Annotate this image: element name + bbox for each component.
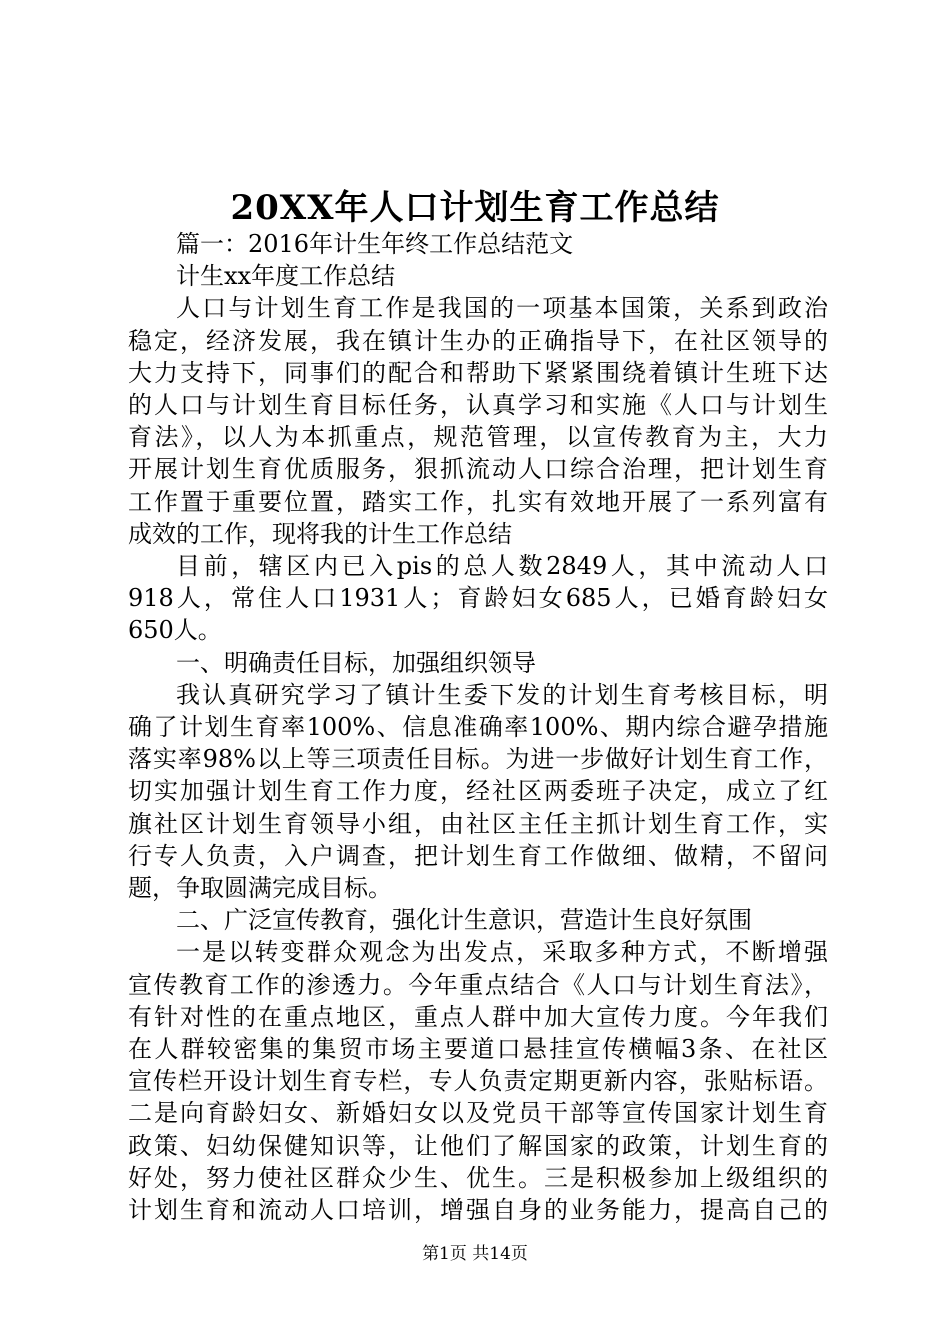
text-line: 918人，常住人口1931人；育龄妇女685人，已婚育龄妇女 bbox=[128, 584, 828, 613]
text-line: 有针对性的在重点地区，重点人群中加大宣传力度。今年我们 bbox=[128, 1002, 828, 1031]
text-line: 大力支持下，同事们的配合和帮助下紧紧围绕着镇计生班下达 bbox=[128, 358, 828, 387]
text-line: 政策、妇幼保健知识等，让他们了解国家的政策，计划生育的 bbox=[128, 1131, 828, 1160]
document-body bbox=[128, 228, 828, 1226]
text-line: 计划生育和流动人口培训，增强自身的业务能力，提高自己的 bbox=[128, 1196, 828, 1225]
page-footer: 第1页 共14页 bbox=[422, 1244, 528, 1264]
document-title: 20XX年人口计划生育工作总结 bbox=[230, 188, 720, 228]
text-line: 旗社区计划生育领导小组，由社区主任主抓计划生育工作，实 bbox=[128, 809, 828, 838]
text-line: 确了计划生育率100%、信息准确率100%、期内综合避孕措施 bbox=[128, 713, 828, 742]
text-line: 稳定，经济发展，我在镇计生办的正确指导下，在社区领导的 bbox=[128, 326, 828, 355]
text-line: 一、明确责任目标，加强组织领导 bbox=[176, 648, 536, 677]
text-line: 育法》，以人为本抓重点，规范管理，以宣传教育为主，大力 bbox=[128, 423, 828, 452]
text-line: 宣传教育工作的渗透力。今年重点结合《人口与计划生育法》， bbox=[128, 970, 828, 999]
text-line: 工作置于重要位置，踏实工作，扎实有效地开展了一系列富有 bbox=[128, 487, 828, 516]
text-line: 题，争取圆满完成目标。 bbox=[128, 874, 392, 903]
text-line: 切实加强计划生育工作力度，经社区两委班子决定，成立了红 bbox=[128, 777, 828, 806]
text-line: 行专人负责，入户调查，把计划生育工作做细、做精，不留问 bbox=[128, 841, 828, 870]
text-line: 目前，辖区内已入pis的总人数2849人，其中流动人口 bbox=[176, 552, 828, 581]
text-line: 650人。 bbox=[128, 616, 222, 645]
text-line: 宣传栏开设计划生育专栏，专人负责定期更新内容，张贴标语。 bbox=[128, 1067, 828, 1096]
text-line: 好处，努力使社区群众少生、优生。三是积极参加上级组织的 bbox=[128, 1163, 828, 1192]
text-line: 二、广泛宣传教育，强化计生意识，营造计生良好氛围 bbox=[176, 906, 752, 935]
text-line: 我认真研究学习了镇计生委下发的计划生育考核目标，明 bbox=[176, 680, 828, 709]
text-line: 落实率98%以上等三项责任目标。为进一步做好计划生育工作， bbox=[128, 745, 828, 774]
text-line: 成效的工作，现将我的计生工作总结 bbox=[128, 519, 512, 548]
text-line: 篇一：2016年计生年终工作总结范文 bbox=[176, 230, 574, 258]
text-line: 开展计划生育优质服务，狠抓流动人口综合治理，把计划生育 bbox=[128, 455, 828, 484]
text-line: 人口与计划生育工作是我国的一项基本国策，关系到政治 bbox=[176, 294, 828, 323]
text-line: 的人口与计划生育目标任务，认真学习和实施《人口与计划生 bbox=[128, 391, 828, 420]
text-line: 一是以转变群众观念为出发点，采取多种方式，不断增强 bbox=[176, 938, 828, 967]
text-line: 计生xx年度工作总结 bbox=[176, 262, 396, 291]
text-line: 二是向育龄妇女、新婚妇女以及党员干部等宣传国家计划生育 bbox=[128, 1099, 828, 1128]
text-line: 在人群较密集的集贸市场主要道口悬挂宣传横幅3条、在社区 bbox=[128, 1035, 828, 1064]
